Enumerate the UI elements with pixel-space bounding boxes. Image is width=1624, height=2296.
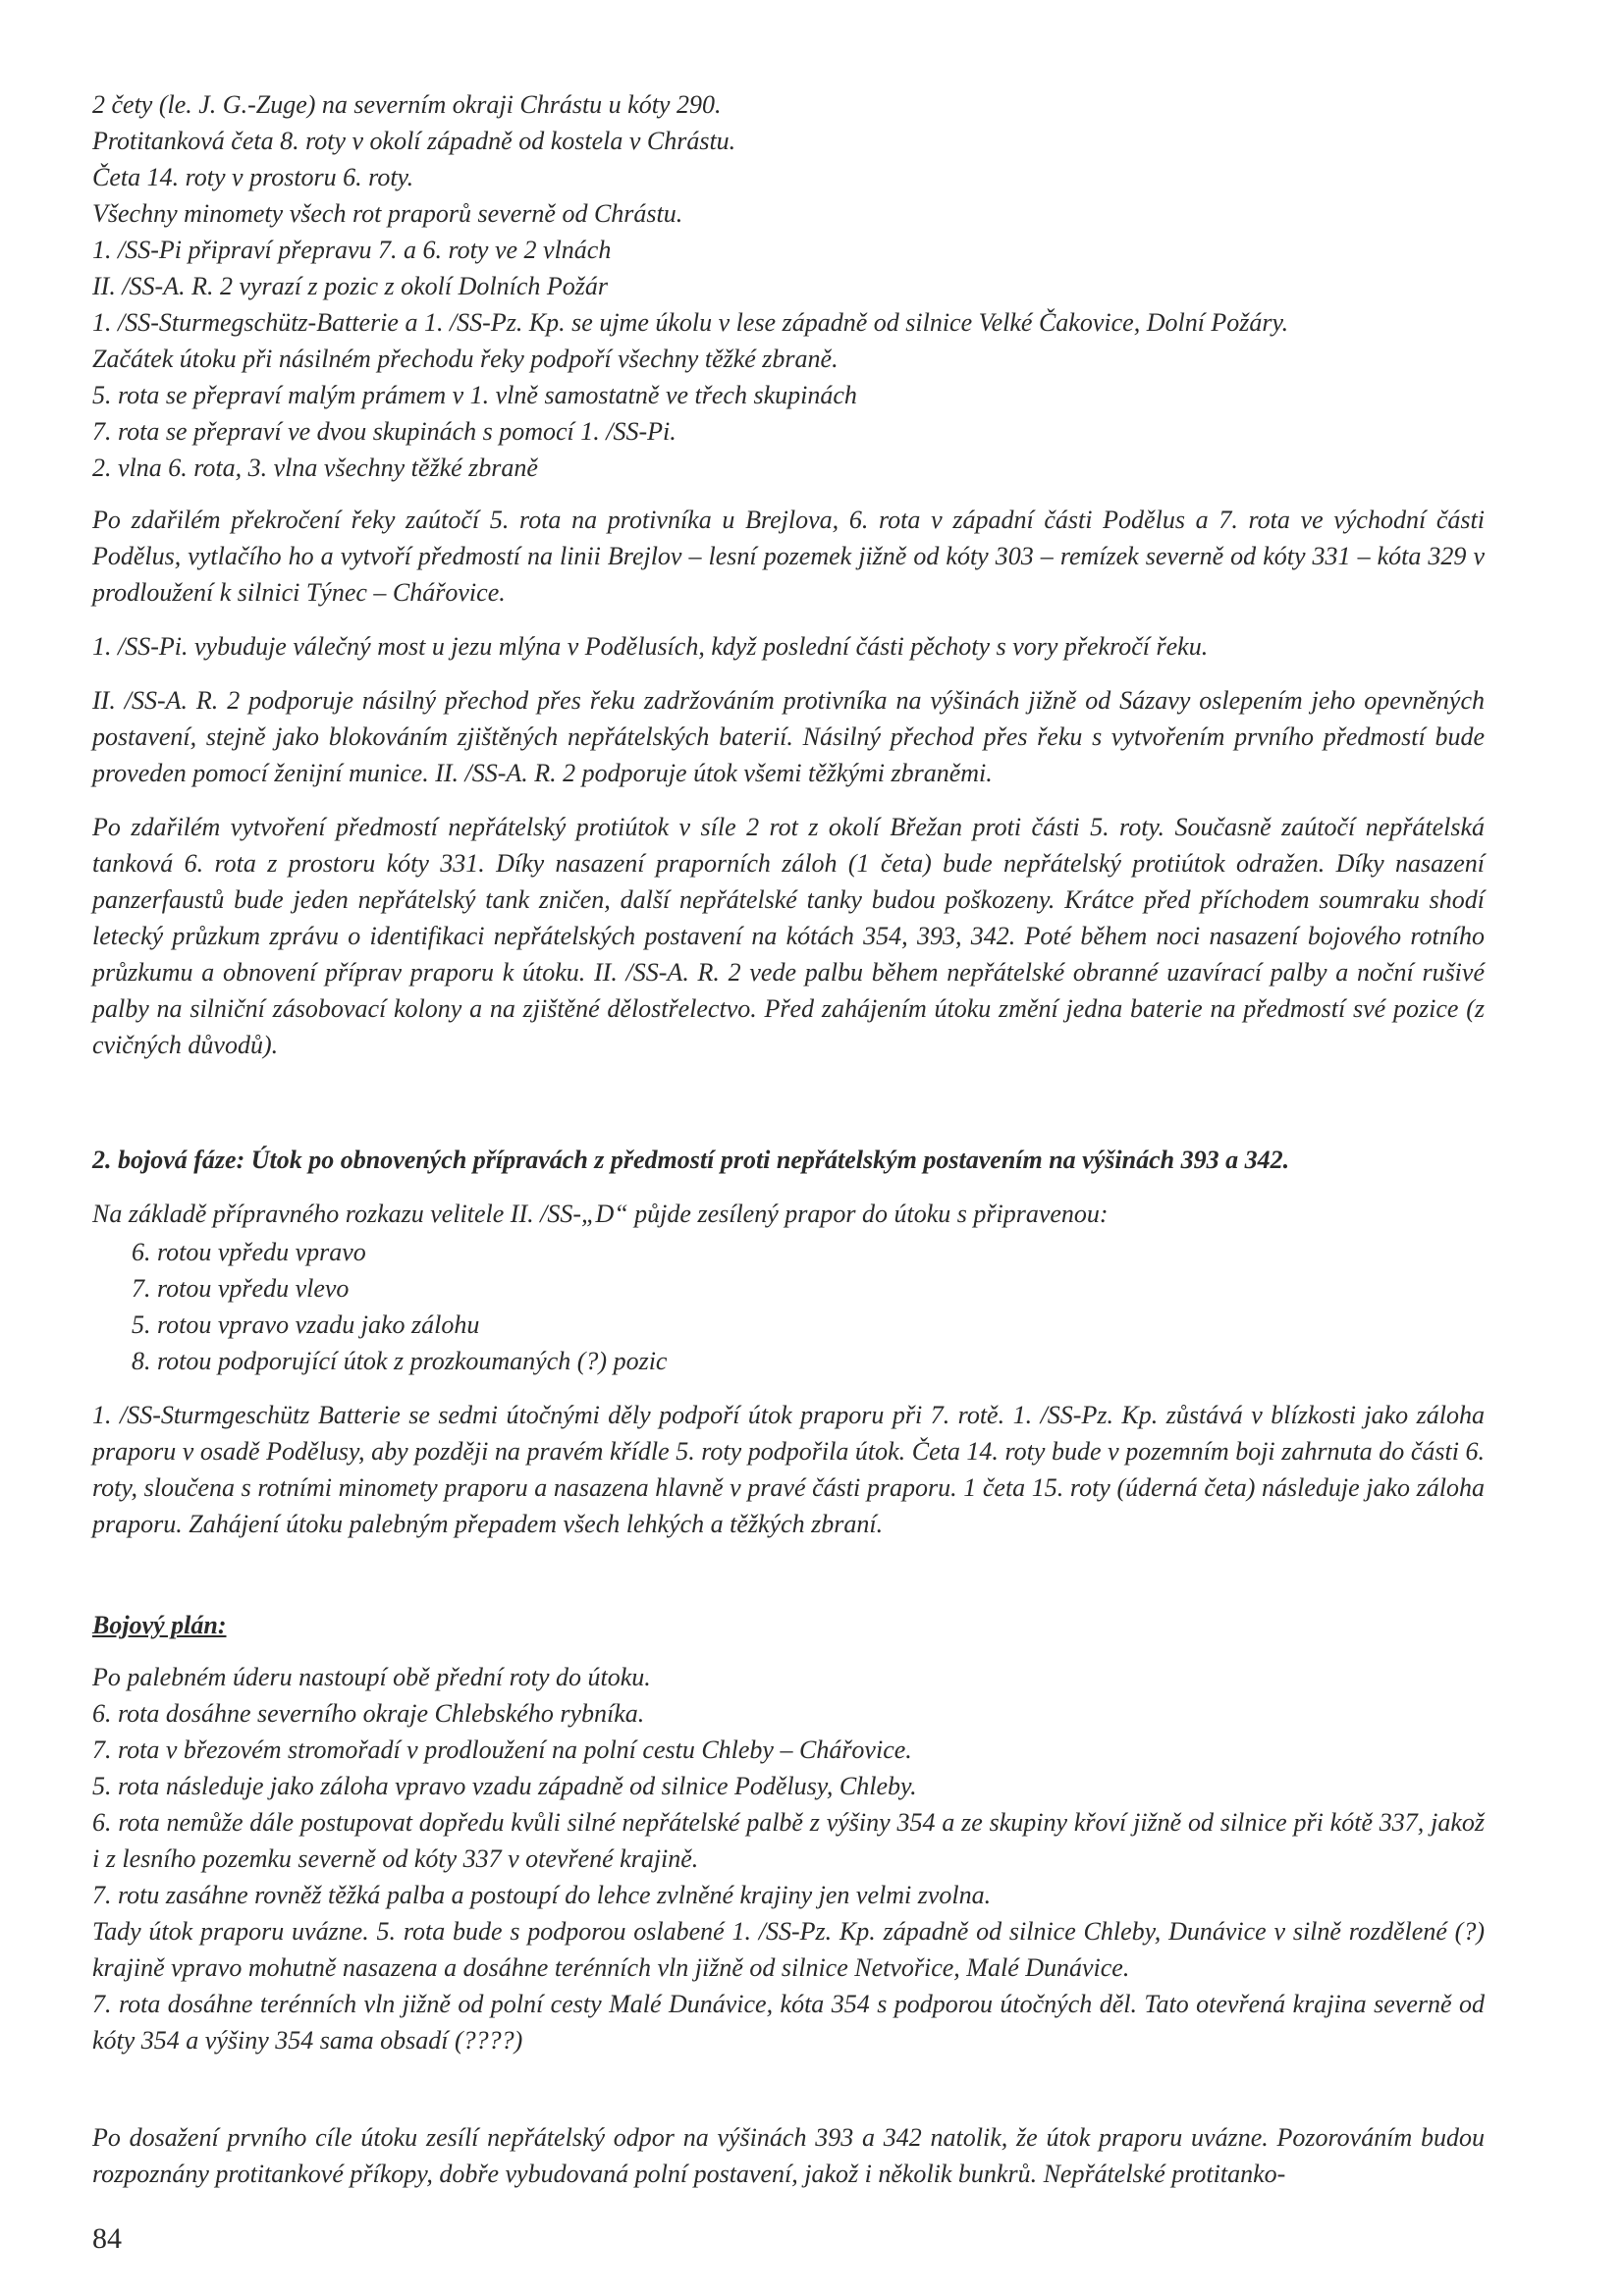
battle-plan [92,1659,1485,2058]
list-item: 5. rota následuje jako záloha vpravo vzadu západně od silnice Podělusy, Chleby. [92,1772,917,1800]
paragraph-artillery-support: II. /SS-A. R. 2 podporuje násilný přechod přes řeku zadržováním protivníka na výšinách jižně od Sázavy oslepením jeho opevněných postavení, stejně jako blokováním zjištěných nepřátelských baterií. Násilný přechod přes řeku s vytvořením prvního předmostí bude proveden pomocí ženijní munice. II. /SS-A. R. 2 podporuje útok všemi těžkými zbraněmi. [92,686,1485,787]
plan-paragraph: Tady útok praporu uvázne. 5. rota bude s podporou oslabené 1. /SS-Pz. Kp. západně od silnice Chleby, Dunávice v silně rozdělené (?) krajině vpravo mohutně nasazena a dosáhne terénních vln jižně od silnice Netvořice, Malé Dunávice. [92,1917,1485,1982]
list-item: 7. rota v březovém stromořadí v prodloužení na polní cestu Chleby – Chářovice. [92,1735,912,1764]
paragraph-counterattack: Po zdařilém vytvoření předmostí nepřátelský protiútok v síle 2 rot z okolí Břežan proti části 5. roty. Současně zaútočí nepřátelská tanková 6. rota z prostoru kóty 331. Díky nasazení praporních záloh (1 četa) bude nepřátelský protiútok odražen. Díky nasazení panzerfaustů bude jeden nepřátelský tank zničen, další nepřátelské tanky budou poškozeny. Krátce před příchodem soumraku shodí letecký průzkum zprávu o identifikaci nepřátelských postavení na kótách 354, 393, 342. Poté během noci nasazení bojového rotního průzkumu a obnovení příprav praporu k útoku. II. /SS-A. R. 2 vede palbu během nepřátelské obranné uzavírací palby a noční rušivé palby na silniční zásobovací kolony a na zjištěné dělostřelectvo. Před zahájením útoku změní jedna baterie na předmostí své pozice (z cvičných důvodů). [92,813,1485,1059]
list-item: 6. rota dosáhne severního okraje Chlebského rybníka. [92,1699,645,1728]
list-item: 2. vlna 6. rota, 3. vlna všechny těžké zbraně [92,454,538,482]
plan-paragraph: 7. rotu zasáhne rovněž těžká palba a postoupí do lehce zvlněné krajiny jen velmi zvolna. [92,1881,992,1909]
list-item: Četa 14. roty v prostoru 6. roty. [92,163,414,191]
list-item: 6. rotou vpředu vpravo [132,1238,366,1266]
paragraph-bridge: 1. /SS-Pi. vybuduje válečný most u jezu mlýna v Podělusích, když poslední části pěchoty s vory překročí řeku. [92,632,1209,661]
list-item: 8. rotou podporující útok z prozkoumaných (?) pozic [132,1347,668,1375]
list-item: Protitanková četa 8. roty v okolí západně od kostela v Chrástu. [92,127,736,155]
list-item: 1. /SS-Sturmegschütz-Batterie a 1. /SS-Pz. Kp. se ujme úkolu v lese západně od silnice Velké Čakovice, Dolní Požáry. [92,308,1289,337]
paragraph-sturmgeschutz: 1. /SS-Sturmgeschütz Batterie se sedmi útočnými děly podpoří útok praporu při 7. rotě. 1. /SS-Pz. Kp. zůstává v blízkosti jako záloha praporu v osadě Podělusy, aby později na pravém křídle 5. roty podpořila útok. Četa 14. roty bude v pozemním boji zahrnuta do části 6. roty, sloučena s rotními minomety praporu a nasazena hlavně v pravé části praporu. 1 četa 15. roty (úderná četa) následuje jako záloha praporu. Zahájení útoku palebným přepadem všech lehkých a těžkých zbraní. [92,1401,1485,1538]
list-item: Po palebném úderu nastoupí obě přední roty do útoku. [92,1663,651,1691]
paragraph-first-objective: Po dosažení prvního cíle útoku zesílí nepřátelský odpor na výšinách 393 a 342 natolik, že útok praporu uvázne. Pozorováním budou rozpoznány protitankové příkopy, dobře vybudovaná polní postavení, jakož i několik bunkrů. Nepřátelské protitanko- [92,2123,1485,2188]
order-list [92,1234,1485,1379]
list-item: 1. /SS-Pi připraví přepravu 7. a 6. roty ve 2 vlnách [92,236,612,264]
list-item: 2 čety (le. J. G.-Zuge) na severním okraji Chrástu u kóty 290. [92,90,722,119]
section-heading-battle-plan: Bojový plán: [92,1611,227,1639]
paragraph-crossing: Po zdařilém překročení řeky zaútočí 5. rota na protivníka u Brejlova, 6. rota v západní části Podělus a 7. rota ve východní části Podělus, vytlačího ho a vytvoří předmostí na linii Brejlov – lesní pozemek jižně od kóty 303 – remízek severně od kóty 331 – kóta 329 v prodloužení k silnici Týnec – Chářovice. [92,506,1485,607]
list-item: 7. rota se přepraví ve dvou skupinách s pomocí 1. /SS-Pi. [92,417,677,446]
list-item: II. /SS-A. R. 2 vyrazí z pozic z okolí Dolních Požár [92,272,608,300]
document-body [92,86,1485,2210]
list-item: Začátek útoku při násilném přechodu řeky podpoří všechny těžké zbraně. [92,345,839,373]
deployment-list [92,86,1485,486]
section-heading-phase-2: 2. bojová fáze: Útok po obnovených přípravách z předmostí proti nepřátelským postavením na výšinách 393 a 342. [92,1146,1290,1174]
plan-paragraph: 7. rota dosáhne terénních vln jižně od polní cesty Malé Dunávice, kóta 354 s podporou útočných děl. Tato otevřená krajina severně od kóty 354 a výšiny 354 sama obsadí (????) [92,1990,1485,2055]
paragraph-order-intro: Na základě přípravného rozkazu velitele II. /SS-„D“ půjde zesílený prapor do útoku s připravenou: [92,1200,1109,1228]
list-item: 5. rota se přepraví malým prámem v 1. vlně samostatně ve třech skupinách [92,381,857,409]
list-item: Všechny minomety všech rot praporů severně od Chrástu. [92,199,683,228]
list-item: 5. rotou vpravo vzadu jako zálohu [132,1310,480,1339]
list-item: 7. rotou vpředu vlevo [132,1274,350,1303]
plan-paragraph: 6. rota nemůže dále postupovat dopředu kvůli silné nepřátelské palbě z výšiny 354 a ze skupiny křoví jižně od silnice při kótě 337, jakož i z lesního pozemku severně od kóty 337 v otevřené krajině. [92,1808,1485,1873]
page-number: 84 [92,2222,122,2255]
